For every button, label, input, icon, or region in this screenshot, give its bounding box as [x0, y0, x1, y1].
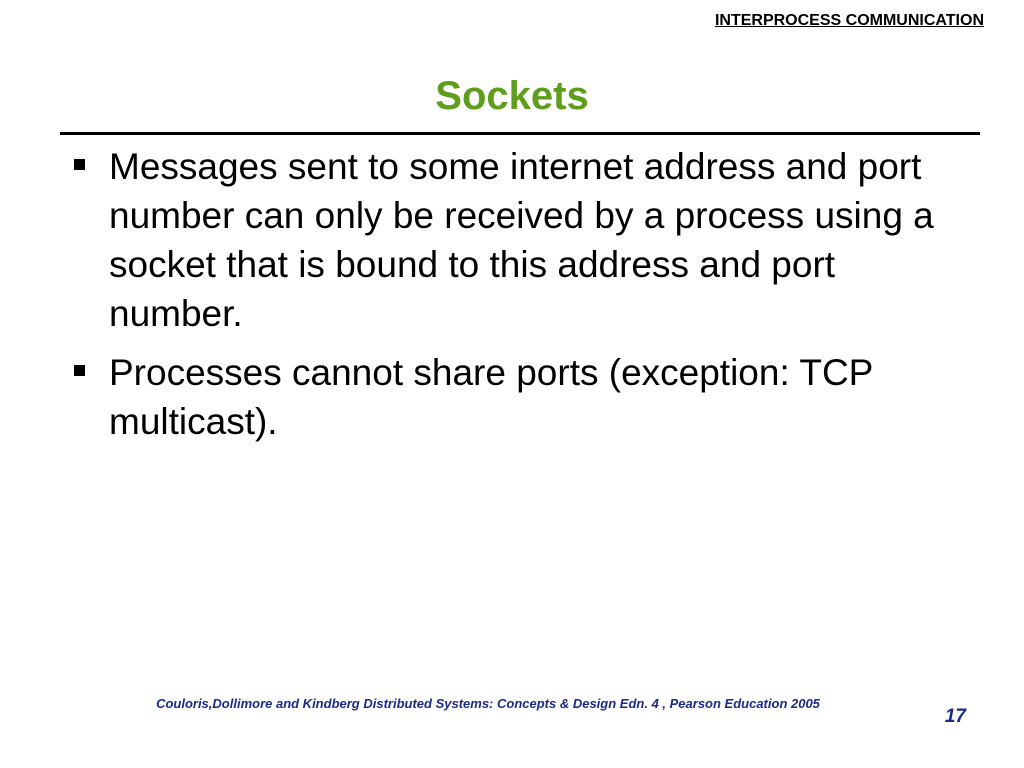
square-bullet-icon [74, 159, 85, 170]
square-bullet-icon [74, 365, 85, 376]
bullet-list [72, 142, 977, 456]
title-divider [60, 132, 980, 135]
slide-title: Sockets [435, 74, 589, 118]
bullet-text: Processes cannot share ports (exception: TCP multicast). [109, 352, 873, 442]
footer-citation: Couloris,Dollimore and Kindberg Distributed Systems: Concepts & Design Edn. 4 , Pearson Education 2005 [156, 696, 820, 711]
section-header: INTERPROCESS COMMUNICATION [714, 12, 984, 29]
bullet-text: Messages sent to some internet address and port number can only be received by a process using a socket that is bound to this address and port number. [109, 146, 934, 334]
bullet-item [72, 142, 977, 338]
page-number: 17 [944, 706, 966, 727]
bullet-item [72, 348, 977, 446]
